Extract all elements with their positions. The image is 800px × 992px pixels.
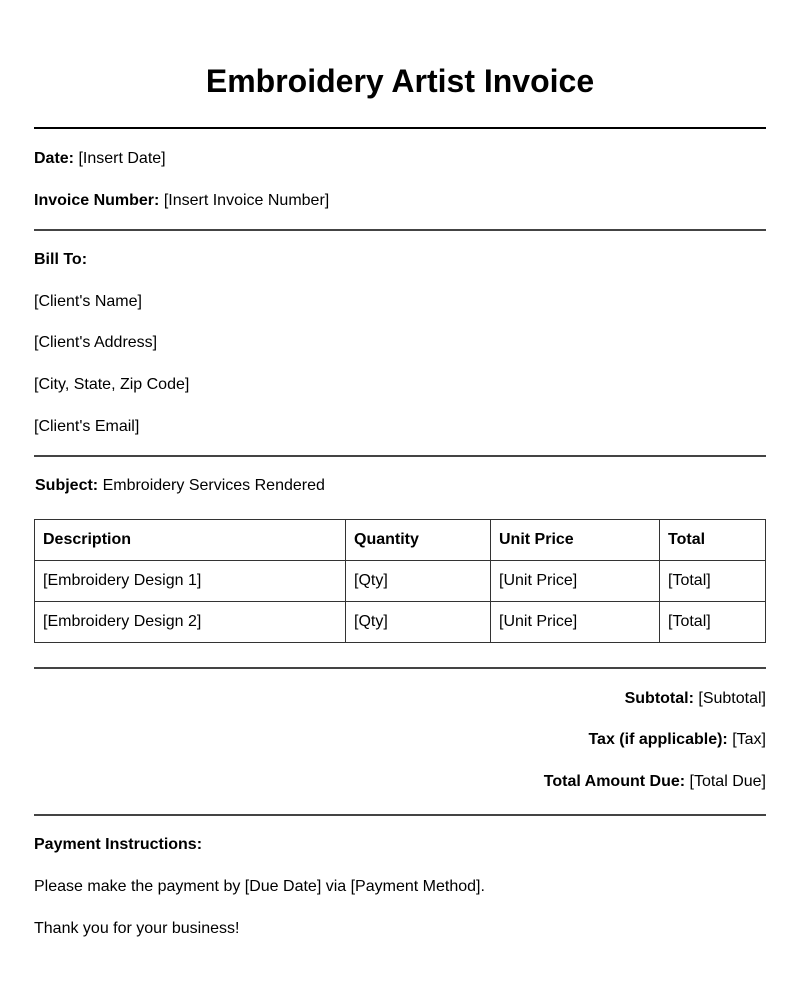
table-row xyxy=(35,561,766,602)
header-unit-price: Unit Price xyxy=(491,520,660,561)
line-items-table xyxy=(34,519,766,643)
header-total: Total xyxy=(660,520,766,561)
subtotal-line xyxy=(625,689,766,709)
header-description: Description xyxy=(35,520,346,561)
date-label: Date: xyxy=(34,150,75,167)
date-value: [Insert Date] xyxy=(78,150,166,167)
row-total: [Total] xyxy=(660,602,766,643)
row-description: [Embroidery Design 1] xyxy=(35,561,346,602)
meta-divider xyxy=(34,229,766,231)
tax-label: Tax (if applicable): xyxy=(588,731,728,748)
payment-text: Please make the payment by [Due Date] via [Payment Method]. xyxy=(34,878,485,895)
client-address: [Client's Address] xyxy=(34,334,158,351)
tax-line xyxy=(588,730,766,750)
client-name: [Client's Name] xyxy=(34,293,142,310)
title-divider xyxy=(34,127,766,129)
subtotal-value: [Subtotal] xyxy=(698,690,766,707)
totals-divider xyxy=(34,814,766,816)
row-quantity: [Qty] xyxy=(346,602,491,643)
bill-to-heading xyxy=(34,250,87,270)
subject-value: Embroidery Services Rendered xyxy=(102,477,325,494)
subject-label: Subject: xyxy=(35,477,99,494)
date-line xyxy=(34,149,166,169)
row-total: [Total] xyxy=(660,561,766,602)
header-quantity: Quantity xyxy=(346,520,491,561)
row-unit-price: [Unit Price] xyxy=(491,602,660,643)
thank-you-text: Thank you for your business! xyxy=(34,920,240,937)
invoice-number-line xyxy=(34,191,329,211)
subject-line xyxy=(35,476,325,496)
invoice-number-value: [Insert Invoice Number] xyxy=(163,192,330,209)
bill-to-label: Bill To: xyxy=(34,251,88,268)
invoice-number-label: Invoice Number: xyxy=(34,192,160,209)
payment-label: Payment Instructions: xyxy=(34,836,203,853)
table-row xyxy=(35,602,766,643)
row-description: [Embroidery Design 2] xyxy=(35,602,346,643)
row-unit-price: [Unit Price] xyxy=(491,561,660,602)
payment-heading xyxy=(34,835,202,855)
invoice-title: Embroidery Artist Invoice xyxy=(205,63,595,99)
total-due-line xyxy=(544,772,766,792)
row-quantity: [Qty] xyxy=(346,561,491,602)
subtotal-label: Subtotal: xyxy=(624,690,694,707)
table-header-row xyxy=(35,520,766,561)
client-city: [City, State, Zip Code] xyxy=(34,376,190,393)
bill-to-divider xyxy=(34,455,766,457)
total-due-value: [Total Due] xyxy=(689,773,766,790)
total-due-label: Total Amount Due: xyxy=(543,773,686,790)
tax-value: [Tax] xyxy=(732,731,766,748)
table-divider xyxy=(34,667,766,669)
client-email: [Client's Email] xyxy=(34,418,140,435)
